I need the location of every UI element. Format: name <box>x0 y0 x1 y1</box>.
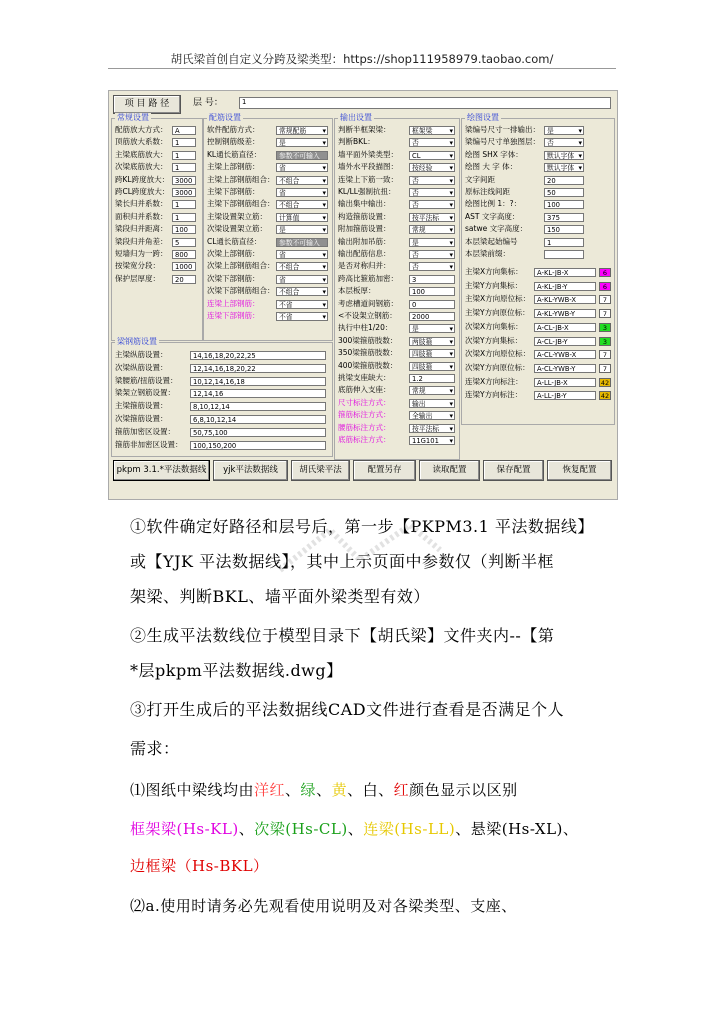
rebar-row-field[interactable]: 参数不可输入 <box>276 151 328 160</box>
common-row-field[interactable]: 100 <box>172 225 196 234</box>
output-row-field[interactable]: 四肢箍 ▾ <box>409 349 455 358</box>
common-row-field[interactable]: 1 <box>172 151 196 160</box>
drawing-row-label: AST 文字高度： <box>465 211 520 221</box>
common-row-field[interactable]: 1 <box>172 163 196 172</box>
rebar-row-field[interactable]: 是 ▾ <box>276 138 328 147</box>
drawing-row-field[interactable]: 默认字体 ▾ <box>544 163 584 172</box>
common-row-label: 配筋放大方式： <box>115 125 168 134</box>
common-row-field[interactable]: 1 <box>172 138 196 147</box>
paragraph-6: ③打开生成后的平法数据线CAD文件进行查看是否满足个人 <box>130 700 565 719</box>
drawing-row-label: 绘图 SHX 字体： <box>465 149 523 159</box>
drawing-row-label: 梁编号尺寸单独图层： <box>465 137 540 147</box>
bkl-label: 边框梁（Hs-BKL） <box>130 857 269 875</box>
action-button[interactable]: 恢复配置 <box>547 460 612 481</box>
output-row-field[interactable]: 11G101 ▾ <box>409 436 455 445</box>
output-row-field[interactable]: 两肢箍 ▾ <box>409 337 455 346</box>
kl-label: 框架梁(Hs-KL) <box>130 820 239 838</box>
layer-row-label: 次梁X方向集标： <box>465 321 523 331</box>
layer-color-swatch[interactable]: 3 <box>599 337 611 346</box>
output-row-field[interactable]: 否 ▾ <box>409 188 455 197</box>
layer-row-label: 次梁Y方向原位标： <box>465 362 530 372</box>
paragraph-1: ①软件确定好路径和层号后，第一步【PKPM3.1 平法数据线】 <box>130 517 594 536</box>
layer-color-swatch[interactable]: 7 <box>599 309 611 318</box>
rebar-row-field[interactable]: 参数不可输入 <box>276 238 328 247</box>
drawing-row-field[interactable]: 375 <box>544 213 584 222</box>
color-word-red: 红 <box>393 781 410 799</box>
drawing-row-label: 本层梁前缀： <box>465 249 510 258</box>
rebar-row-label: 控制钢筋级差： <box>207 137 260 147</box>
text-seg: 、 <box>238 820 255 838</box>
output-row-field[interactable]: 按平法标 ▾ <box>409 213 455 222</box>
rebar-row-label: 次梁上部钢筋： <box>207 249 260 258</box>
beam-rebar-row-label: 箍筋加密区设置： <box>115 426 175 436</box>
drawing-row-label: 绘图比例 1：?： <box>465 199 522 209</box>
rebar-row-label: 主梁设置架立筋： <box>207 211 267 221</box>
common-row-field[interactable]: A <box>172 126 196 135</box>
rebar-row-field[interactable]: 不组合 ▾ <box>276 287 328 296</box>
common-row-field[interactable]: 1000 <box>172 262 196 271</box>
paragraph-10: ⑵a.使用时请务必先观看使用说明及对各梁类型、支座、 <box>130 897 517 915</box>
rebar-row-label: CL通长筋直径： <box>207 236 262 246</box>
paragraph-4: ②生成平法数线位于模型目录下【胡氏梁】文件夹内--【第 <box>130 626 555 645</box>
layer-row-label: 次梁X方向原位标： <box>465 349 531 359</box>
output-row-label: 考虑槽道间钢筋： <box>338 298 398 308</box>
output-row-label: 腰筋标注方式： <box>338 422 391 432</box>
layer-color-swatch[interactable]: 6 <box>599 268 611 277</box>
common-row-label: 梁段归并距离： <box>115 224 168 234</box>
output-row-label: 墙外水平段描图： <box>338 162 398 172</box>
rebar-row-field[interactable]: 省 ▾ <box>276 163 328 172</box>
beam-rebar-row-label: 次梁纵筋设置： <box>115 362 168 372</box>
layer-row-field[interactable]: A-CL-YWB-X <box>534 350 596 359</box>
text-seg: 、 <box>285 781 301 799</box>
layer-row-label: 主梁X方向原位标： <box>465 294 531 304</box>
drawing-row-field[interactable]: 是 ▾ <box>544 126 584 135</box>
output-row-label: 判断BKL： <box>338 137 375 147</box>
output-row-label: 跨高比箍筋加密： <box>338 273 398 283</box>
layer-row-label: 连梁X方向标注： <box>465 376 523 386</box>
layer-row-label: 连梁Y方向标注： <box>465 390 523 400</box>
rebar-row-label: 次梁设置架立筋： <box>207 224 267 234</box>
text-seg: 、 <box>347 820 364 838</box>
output-row-label: <不设架立钢筋： <box>338 311 397 320</box>
rebar-row-label: 连梁上部钢筋： <box>207 298 260 308</box>
rebar-row-label: 次梁上部钢筋组合： <box>207 261 275 271</box>
output-row-field[interactable]: 四肢箍 ▾ <box>409 362 455 371</box>
beam-rebar-row-label: 梁腰筋/扭筋设置： <box>115 375 178 385</box>
output-row-field[interactable]: 框架梁 ▾ <box>409 126 455 135</box>
output-row-label: 判断半框架梁： <box>338 125 391 134</box>
layer-color-swatch[interactable]: 7 <box>599 295 611 304</box>
drawing-row-field[interactable]: 否 ▾ <box>544 138 584 147</box>
output-row-label: 输出集中输出： <box>338 199 391 209</box>
beam-rebar-row-field[interactable]: 14,16,18,20,22,25 <box>190 351 326 360</box>
rebar-row-label: 主梁上部钢筋： <box>207 162 260 172</box>
layer-color-swatch[interactable]: 42 <box>600 378 610 387</box>
output-row-field[interactable]: 否 ▾ <box>409 138 455 147</box>
rebar-row-field[interactable]: 不组合 ▾ <box>276 176 328 185</box>
layer-color-swatch[interactable]: 42 <box>600 392 610 401</box>
output-row-field[interactable]: 2000 <box>409 312 455 321</box>
output-row-label: 400梁箍筋肢数： <box>338 360 398 370</box>
action-button[interactable]: yjk平法数据线 <box>213 460 288 481</box>
beam-rebar-row-label: 主梁箍筋设置： <box>115 401 168 411</box>
action-button[interactable]: 读取配置 <box>419 460 480 481</box>
layer-color-swatch[interactable]: 7 <box>599 364 611 373</box>
layer-row-field[interactable]: A-CL-JB-X <box>534 323 596 332</box>
output-row-field[interactable]: 按平法标 ▾ <box>409 424 455 433</box>
output-row-field[interactable]: 否 ▾ <box>409 176 455 185</box>
floor-input[interactable]: 1 <box>239 97 611 109</box>
color-word-green: 绿 <box>300 781 317 799</box>
drawing-row-label: 绘图 大 字 体： <box>465 162 518 172</box>
common-row-label: 主梁底筋放大： <box>115 149 168 159</box>
output-row-field[interactable]: 1.2 <box>409 374 455 383</box>
output-row-field[interactable]: 0 <box>409 300 455 309</box>
paragraph-7: 需求： <box>130 739 180 758</box>
beam-rebar-row-field[interactable]: 100,150,200 <box>190 441 326 450</box>
common-row-field[interactable]: 20 <box>172 275 196 284</box>
beam-rebar-row-label: 主梁纵筋设置： <box>115 350 168 359</box>
drawing-row-field[interactable]: 1 <box>544 238 584 247</box>
common-row-field[interactable]: 1 <box>172 213 196 222</box>
rebar-row-label: KL通长筋直径： <box>207 149 262 159</box>
common-row-label: 跨CL跨度放大： <box>115 187 170 196</box>
common-row-field[interactable]: 5 <box>172 238 196 247</box>
rebar-row-field[interactable]: 省 ▾ <box>276 250 328 259</box>
common-row-label: 梁长归并系数： <box>115 199 168 209</box>
rebar-row-field[interactable]: 省 ▾ <box>276 275 328 284</box>
action-button[interactable]: 配置另存 <box>353 460 416 481</box>
output-row-label: 墙平面外梁类型： <box>338 149 398 159</box>
common-row-label: 顶筋放大系数： <box>115 137 168 147</box>
common-row-label: 按梁宽分段： <box>115 261 160 271</box>
rebar-row-field[interactable]: 省 ▾ <box>276 188 328 197</box>
paragraph-5: *层pkpm平法数据线.dwg】 <box>130 661 343 680</box>
paragraph-9 <box>130 820 578 838</box>
group-title: 常规设置 <box>117 113 149 122</box>
common-row-label: 梁段归并角差： <box>115 236 168 246</box>
color-word-yellow: 黄 <box>331 781 348 799</box>
ll-label: 连梁(Hs-LL) <box>363 820 456 838</box>
layer-row-field[interactable]: A-KL-YWB-Y <box>534 309 596 318</box>
text-seg: 、白、 <box>347 781 394 799</box>
beam-rebar-row-field[interactable]: 10,12,14,16,18 <box>190 377 326 386</box>
output-row-label: 输出配筋信息： <box>338 249 391 258</box>
common-row-field[interactable]: 3000 <box>172 188 196 197</box>
drawing-row-field[interactable]: 20 <box>544 176 584 185</box>
xl-label: 、悬梁(Hs-XL)、 <box>455 820 579 838</box>
drawing-row-label: satwe 文字高度： <box>465 224 528 234</box>
layer-row-field[interactable]: A-KL-YWB-X <box>534 295 596 304</box>
layer-color-swatch[interactable]: 3 <box>599 323 611 332</box>
paragraph-3: 架梁、判断BKL、墙平面外梁类型有效） <box>130 587 430 606</box>
output-row-label: 本层板厚： <box>338 286 376 296</box>
output-row-label: 构造箍筋设置： <box>338 211 391 221</box>
rebar-row-label: 主梁下部钢筋组合： <box>207 199 275 209</box>
action-button[interactable]: 保存配置 <box>483 460 544 481</box>
rebar-row-field[interactable]: 是 ▾ <box>276 225 328 234</box>
output-row-field[interactable]: 3 <box>409 275 455 284</box>
layer-row-label: 主梁Y方向集标： <box>465 280 523 290</box>
common-row-field[interactable]: 1 <box>172 200 196 209</box>
output-row-label: 300梁箍筋肢数： <box>338 335 398 345</box>
output-row-field[interactable]: 按经验 ▾ <box>409 163 455 172</box>
common-row-field[interactable]: 3000 <box>172 176 196 185</box>
layer-row-field[interactable]: A-LL-JB-Y <box>534 391 596 400</box>
beam-rebar-group <box>111 337 333 457</box>
text-seg: 颜色显示以区别 <box>409 781 518 799</box>
settings-window <box>108 90 618 500</box>
rebar-row-field[interactable]: 常规配筋 ▾ <box>276 126 328 135</box>
action-button[interactable]: pkpm 3.1.*平法数据线 <box>113 460 210 481</box>
rebar-row-label: 次梁下部钢筋组合： <box>207 286 275 296</box>
paragraph-2: 或【YJK 平法数据线】，其中上示页面中参数仅（判断半框 <box>130 552 555 571</box>
rebar-row-label: 主梁下部钢筋： <box>207 187 260 196</box>
drawing-row-field[interactable] <box>544 250 584 259</box>
group-title: 梁钢筋设置 <box>117 337 157 346</box>
drawing-settings-group <box>461 113 615 425</box>
group-title: 输出设置 <box>340 113 372 122</box>
beam-rebar-row-label: 次梁箍筋设置： <box>115 414 168 423</box>
project-path-button[interactable]: 项 目 路 径 <box>113 95 181 114</box>
output-row-field[interactable]: 否 ▾ <box>409 262 455 271</box>
text-seg: 、 <box>316 781 332 799</box>
output-settings-group <box>334 113 460 460</box>
layer-row-label: 主梁X方向集标： <box>465 267 523 276</box>
output-row-label: 附加箍筋设置： <box>338 224 391 234</box>
common-row-label: 跨KL跨度放大： <box>115 174 170 184</box>
rebar-row-label: 连梁下部钢筋： <box>207 311 260 320</box>
layer-row-field[interactable]: A-CL-JB-Y <box>534 337 596 346</box>
header-divider <box>108 68 616 69</box>
common-row-label: 保护层厚度： <box>115 273 160 283</box>
rebar-row-field[interactable]: 计算值 ▾ <box>276 213 328 222</box>
page-header: 胡氏梁首创自定义分跨及梁类型：https://shop111958979.taobao.com/ <box>170 52 554 66</box>
layer-row-field[interactable]: A-KL-JB-X <box>534 268 596 277</box>
drawing-row-label: 梁编号尺寸一排输出： <box>465 125 540 134</box>
common-row-label: 短墙归为一跨： <box>115 249 168 258</box>
rebar-row-field[interactable]: 不省 ▾ <box>276 300 328 309</box>
rebar-row-label: 主梁上部钢筋组合： <box>207 174 275 184</box>
output-row-field[interactable]: 是 ▾ <box>409 238 455 247</box>
beam-rebar-row-label: 梁架立钢筋设置： <box>115 388 175 398</box>
drawing-row-field[interactable]: 默认字体 ▾ <box>544 151 584 160</box>
layer-row-field[interactable]: A-LL-JB-X <box>534 378 596 387</box>
common-row-field[interactable]: 800 <box>172 250 196 259</box>
text-seg: ⑴图纸中梁线均由 <box>130 781 255 799</box>
layer-row-field[interactable]: A-CL-YWB-Y <box>534 364 596 373</box>
rebar-row-field[interactable]: 不省 ▾ <box>276 312 328 321</box>
drawing-row-label: 文字间距 <box>465 174 495 184</box>
output-row-field[interactable]: 否 ▾ <box>409 250 455 259</box>
rebar-settings-group <box>203 113 333 341</box>
beam-rebar-row-field[interactable]: 8,10,12,14 <box>190 402 326 411</box>
output-row-field[interactable]: 全输出 ▾ <box>409 411 455 420</box>
group-title: 配筋设置 <box>209 113 241 122</box>
output-row-label: 350梁箍筋肢数： <box>338 348 398 358</box>
common-row-label: 次梁底筋放大： <box>115 162 168 172</box>
watermark-graphic <box>270 520 450 580</box>
output-row-label: 尺寸标注方式： <box>338 397 391 407</box>
layer-row-label: 次梁Y方向集标： <box>465 335 523 345</box>
paragraph-8 <box>130 781 518 799</box>
beam-rebar-row-field[interactable]: 12,14,16 <box>190 389 326 398</box>
drawing-row-field[interactable]: 50 <box>544 188 584 197</box>
rebar-row-label: 软件配筋方式： <box>207 125 260 134</box>
drawing-row-field[interactable]: 100 <box>544 200 584 209</box>
common-row-label: 面积归并系数： <box>115 211 168 221</box>
beam-rebar-row-field[interactable]: 6,8,10,12,14 <box>190 415 326 424</box>
output-row-label: 连梁上下筋一致： <box>338 174 398 184</box>
output-row-label: 箍筋标注方式： <box>338 410 391 420</box>
drawing-row-field[interactable]: 150 <box>544 225 584 234</box>
output-row-field[interactable]: 常规 ▾ <box>409 386 455 395</box>
output-row-label: 挑梁支座缺大： <box>338 373 391 382</box>
rebar-row-field[interactable]: 不组合 ▾ <box>276 262 328 271</box>
floor-label: 层 号： <box>193 98 223 108</box>
output-row-field[interactable]: CL ▾ <box>409 151 455 160</box>
output-row-field[interactable]: 否 ▾ <box>409 200 455 209</box>
output-row-label: 底筋伸入支座： <box>338 385 391 395</box>
drawing-row-label: 本层梁起始编号 <box>465 236 518 246</box>
common-settings-group <box>111 113 203 341</box>
beam-rebar-row-label: 箍筋非加密区设置： <box>115 439 183 449</box>
rebar-row-field[interactable]: 不组合 ▾ <box>276 200 328 209</box>
output-row-label: KL/LL强制抗扭： <box>338 187 396 196</box>
beam-rebar-row-field[interactable]: 12,14,16,18,20,22 <box>190 364 326 373</box>
group-title: 绘图设置 <box>467 113 499 122</box>
output-row-field[interactable]: 是 ▾ <box>409 324 455 333</box>
output-row-label: 输出附加吊筋： <box>338 236 391 246</box>
output-row-label: 执行中柱1/20： <box>338 323 393 333</box>
color-word-magenta: 洋红 <box>254 781 286 799</box>
beam-rebar-row-field[interactable]: 50,75,100 <box>190 428 326 437</box>
output-row-field[interactable]: 100 <box>409 287 455 296</box>
drawing-row-label: 原标注线间距 <box>465 187 510 196</box>
action-button[interactable]: 胡氏梁平法 <box>291 460 350 481</box>
output-row-field[interactable]: 常规 ▾ <box>409 225 455 234</box>
rebar-row-label: 次梁下部钢筋： <box>207 273 260 283</box>
output-row-label: 是否对称归并： <box>338 261 391 271</box>
layer-row-label: 主梁Y方向原位标： <box>465 308 530 318</box>
layer-row-field[interactable]: A-KL-JB-Y <box>534 282 596 291</box>
output-row-label: 底筋标注方式： <box>338 435 391 444</box>
cl-label: 次梁(Hs-CL) <box>254 820 348 838</box>
layer-color-swatch[interactable]: 6 <box>599 282 611 291</box>
output-row-field[interactable]: 输出 ▾ <box>409 399 455 408</box>
layer-color-swatch[interactable]: 7 <box>599 350 611 359</box>
